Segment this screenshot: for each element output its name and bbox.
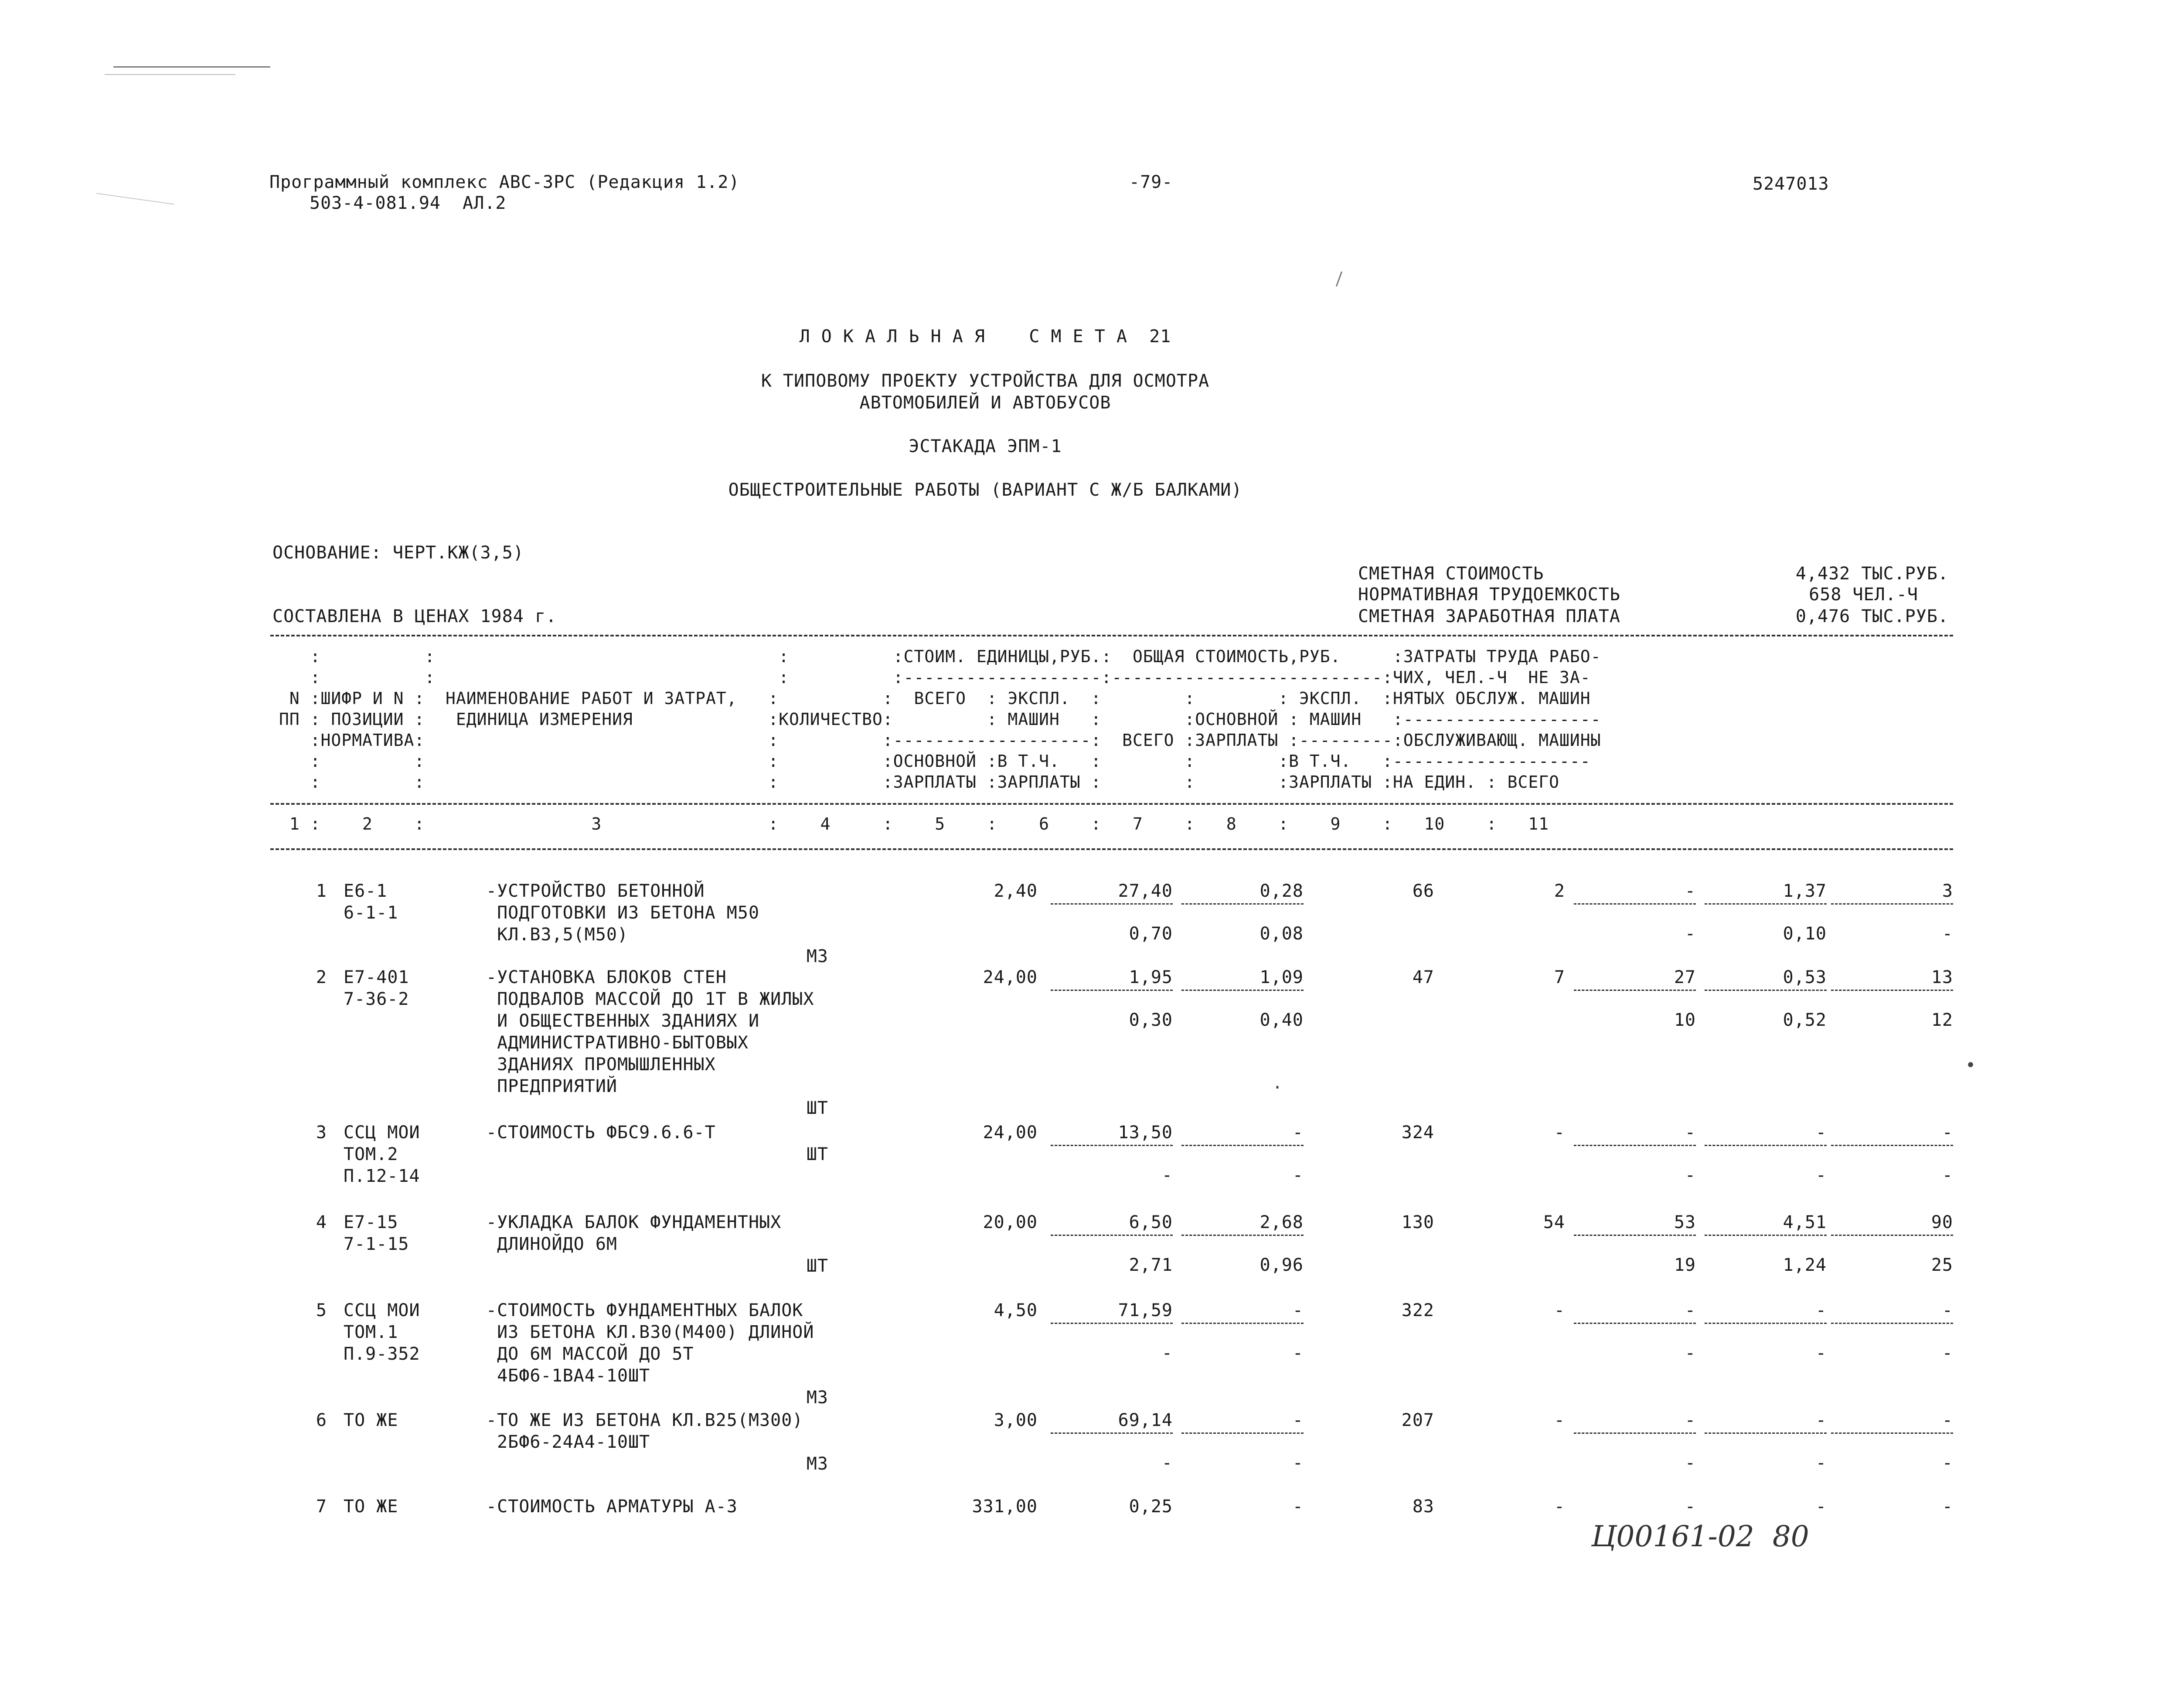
row-separator (1574, 903, 1696, 905)
row-c6: 0,28 (1259, 881, 1304, 901)
row-code: ТОМ.2 (344, 1144, 398, 1164)
works-title: ОБЩЕСТРОИТЕЛЬНЫЕ РАБОТЫ (ВАРИАНТ С Ж/Б БАЛКАМИ) (728, 480, 1242, 500)
row-c8: - (1554, 1300, 1565, 1320)
row-c10: - (1815, 1497, 1827, 1517)
row-c6: 1,09 (1259, 967, 1304, 987)
row-c7: 207 (1401, 1410, 1434, 1430)
row-c5b: 0,70 (1129, 924, 1173, 944)
row-separator (1051, 990, 1173, 991)
row-qty: 331,00 (972, 1497, 1038, 1517)
row-c5b: - (1161, 1343, 1173, 1363)
row-code: ТОМ.1 (344, 1322, 398, 1342)
row-c11: 3 (1942, 881, 1953, 901)
row-c8: - (1554, 1123, 1565, 1143)
summary-cost-label: СМЕТНАЯ СТОИМОСТЬ (1358, 564, 1544, 584)
object-title: ЭСТАКАДА ЭПМ-1 (909, 436, 1062, 456)
row-c11b: 25 (1931, 1255, 1953, 1275)
row-c5b: - (1161, 1453, 1173, 1473)
row-separator (1051, 903, 1173, 905)
row-name: ПОДВАЛОВ МАССОЙ ДО 1Т В ЖИЛЫХ (486, 989, 814, 1009)
row-c5: 71,59 (1118, 1300, 1173, 1320)
row-c7: 66 (1412, 881, 1434, 901)
row-name: ЗДАНИЯХ ПРОМЫШЛЕННЫХ (486, 1055, 716, 1075)
row-c5b: 0,30 (1129, 1010, 1173, 1030)
row-code: Е7-15 (344, 1212, 398, 1232)
row-c11: 13 (1931, 967, 1953, 987)
row-separator (1181, 1432, 1304, 1434)
row-unit: ШТ (806, 1098, 828, 1118)
row-c9: - (1685, 1123, 1696, 1143)
row-c6: 2,68 (1259, 1212, 1304, 1232)
row-qty: 2,40 (994, 881, 1038, 901)
row-code: П.12-14 (344, 1166, 420, 1186)
row-separator (1705, 1235, 1827, 1236)
row-c10b: - (1815, 1453, 1827, 1473)
row-c7: 83 (1412, 1497, 1434, 1517)
row-c6: - (1292, 1410, 1304, 1430)
prices-text: СОСТАВЛЕНА В ЦЕНАХ 1984 г. (272, 606, 557, 626)
scan-smudge-2 (96, 193, 174, 204)
row-code: 7-36-2 (344, 989, 409, 1009)
header-line-4: ПП : ПОЗИЦИИ : ЕДИНИЦА ИЗМЕРЕНИЯ :КОЛИЧЕСТВО: : МАШИН : :ОСНОВНОЙ : МАШИН :------------------- (279, 710, 1601, 729)
row-separator (1051, 1145, 1173, 1146)
row-name: -ТО ЖЕ ИЗ БЕТОНА КЛ.В25(М300) (486, 1410, 803, 1430)
row-c9b: 19 (1674, 1255, 1696, 1275)
row-separator (1831, 1323, 1953, 1324)
row-separator (1831, 990, 1953, 991)
document-number: 5247013 (1753, 174, 1829, 194)
header-bottom-rule (270, 803, 1953, 805)
row-c9: - (1685, 1410, 1696, 1430)
row-separator (1574, 990, 1696, 991)
row-c10b: 0,10 (1783, 924, 1827, 944)
summary-labor-label: НОРМАТИВНАЯ ТРУДОЕМКОСТЬ (1358, 585, 1620, 605)
row-separator (1181, 1145, 1304, 1146)
row-code: 7-1-15 (344, 1234, 409, 1254)
stray-dot: • (1965, 1055, 1976, 1075)
row-name: -СТОИМОСТЬ ФБС9.6.6-Т (486, 1123, 716, 1143)
stray-dot-2: . (1272, 1073, 1283, 1093)
row-qty: 3,00 (994, 1410, 1038, 1430)
handwritten-note: Ц00161-02 80 (1591, 1520, 1809, 1553)
row-c10: 0,53 (1783, 967, 1827, 987)
row-separator (1181, 1235, 1304, 1236)
row-c11b: - (1942, 924, 1953, 944)
row-separator (1705, 1323, 1827, 1324)
row-code: 6-1-1 (344, 903, 398, 923)
row-c8: 7 (1554, 967, 1565, 987)
row-number: 3 (316, 1123, 327, 1143)
scan-smudge (105, 74, 235, 75)
row-c11: - (1942, 1123, 1953, 1143)
row-separator (1831, 1235, 1953, 1236)
row-unit: М3 (806, 1388, 828, 1408)
row-name: АДМИНИСТРАТИВНО-БЫТОВЫХ (486, 1033, 749, 1053)
row-c9b: 10 (1674, 1010, 1696, 1030)
row-separator (1705, 1432, 1827, 1434)
row-c9: 27 (1674, 967, 1696, 987)
row-separator (1574, 1235, 1696, 1236)
scan-line-top (113, 66, 270, 68)
table-top-rule (270, 635, 1953, 636)
row-separator (1181, 990, 1304, 991)
row-c9: - (1685, 1300, 1696, 1320)
row-c7: 324 (1401, 1123, 1434, 1143)
row-c6: - (1292, 1300, 1304, 1320)
row-c10: 1,37 (1783, 881, 1827, 901)
row-c9: - (1685, 1497, 1696, 1517)
row-separator (1051, 1323, 1173, 1324)
row-name: 4БФ6-1ВА4-10ШТ (486, 1366, 650, 1386)
row-code: Е7-401 (344, 967, 409, 987)
row-c6b: - (1292, 1165, 1304, 1185)
row-number: 7 (316, 1497, 327, 1517)
row-c8: 54 (1543, 1212, 1565, 1232)
summary-wage-label: СМЕТНАЯ ЗАРАБОТНАЯ ПЛАТА (1358, 606, 1620, 626)
row-c7: 322 (1401, 1300, 1434, 1320)
row-c10: - (1815, 1300, 1827, 1320)
row-c5: 27,40 (1118, 881, 1173, 901)
row-c9: - (1685, 881, 1696, 901)
row-separator (1574, 1145, 1696, 1146)
summary-wage-value: 0,476 ТЫС.РУБ. (1795, 606, 1949, 626)
row-separator (1831, 903, 1953, 905)
column-numbers: 1 : 2 : 3 : 4 : 5 : 6 : 7 : 8 : 9 : 10 : 11 (279, 814, 1549, 834)
row-name: ИЗ БЕТОНА КЛ.В30(М400) ДЛИНОЙ (486, 1322, 814, 1342)
estimate-title: Л О К А Л Ь Н А Я С М Е Т А 21 (799, 327, 1171, 347)
header-line-5: :НОРМАТИВА: : :-------------------: ВСЕГО :ЗАРПЛАТЫ :---------:ОБСЛУЖИВАЮЩ. МАШИНЫ (279, 731, 1601, 750)
row-c5: 0,25 (1129, 1497, 1173, 1517)
row-separator (1705, 903, 1827, 905)
row-unit: М3 (806, 1454, 828, 1474)
project-title-line2: АВТОМОБИЛЕЙ И АВТОБУСОВ (859, 393, 1111, 413)
row-qty: 24,00 (983, 1123, 1038, 1143)
row-c9b: - (1685, 924, 1696, 944)
header-line-7: : : : :ЗАРПЛАТЫ :ЗАРПЛАТЫ : : :ЗАРПЛАТЫ :НА ЕДИН. : ВСЕГО (279, 772, 1559, 792)
row-name: -УКЛАДКА БАЛОК ФУНДАМЕНТНЫХ (486, 1212, 782, 1232)
row-c6: - (1292, 1497, 1304, 1517)
row-separator (1051, 1235, 1173, 1236)
row-number: 4 (316, 1212, 327, 1232)
row-c5b: 2,71 (1129, 1255, 1173, 1275)
header-line-2: : : : :-------------------:--------------------------:ЧИХ, ЧЕЛ.-Ч НЕ ЗА- (279, 668, 1591, 687)
row-c6b: - (1292, 1453, 1304, 1473)
row-c11b: - (1942, 1165, 1953, 1185)
row-c7: 130 (1401, 1212, 1434, 1232)
row-c10: - (1815, 1123, 1827, 1143)
basis-text: ОСНОВАНИЕ: ЧЕРТ.КЖ(3,5) (272, 543, 524, 563)
row-separator (1181, 903, 1304, 905)
row-c9b: - (1685, 1165, 1696, 1185)
row-c11b: - (1942, 1453, 1953, 1473)
row-c10b: - (1815, 1165, 1827, 1185)
row-c8: - (1554, 1497, 1565, 1517)
row-name: ПРЕДПРИЯТИЙ (486, 1076, 617, 1096)
row-number: 1 (316, 881, 327, 901)
row-c9b: - (1685, 1343, 1696, 1363)
row-c11b: - (1942, 1343, 1953, 1363)
row-name: ДЛИНОЙДО 6М (486, 1234, 617, 1254)
row-c11: - (1942, 1410, 1953, 1430)
row-c6b: 0,08 (1259, 924, 1304, 944)
project-code: 503-4-081.94 АЛ.2 (310, 193, 507, 213)
row-code: ССЦ МОИ (344, 1123, 420, 1143)
row-code: П.9-352 (344, 1344, 420, 1364)
row-c11: - (1942, 1497, 1953, 1517)
row-c5b: - (1161, 1165, 1173, 1185)
row-separator (1831, 1432, 1953, 1434)
row-code: ТО ЖЕ (344, 1497, 398, 1517)
row-c6b: 0,96 (1259, 1255, 1304, 1275)
row-c5: 6,50 (1129, 1212, 1173, 1232)
row-separator (1705, 1145, 1827, 1146)
row-qty: 20,00 (983, 1212, 1038, 1232)
summary-cost-value: 4,432 ТЫС.РУБ. (1795, 564, 1949, 584)
project-title-line1: К ТИПОВОМУ ПРОЕКТУ УСТРОЙСТВА ДЛЯ ОСМОТРА (761, 371, 1210, 391)
row-c6: - (1292, 1123, 1304, 1143)
row-qty: 4,50 (994, 1300, 1038, 1320)
page-number: -79- (1129, 172, 1173, 192)
row-unit: М3 (806, 946, 828, 966)
row-c11: - (1942, 1300, 1953, 1320)
row-c7: 47 (1412, 967, 1434, 987)
row-c11: 90 (1931, 1212, 1953, 1232)
row-name: ПОДГОТОВКИ ИЗ БЕТОНА М50 (486, 903, 760, 923)
row-c9b: - (1685, 1453, 1696, 1473)
row-name: -СТОИМОСТЬ АРМАТУРЫ А-3 (486, 1497, 738, 1517)
column-numbers-rule (270, 848, 1953, 850)
row-name: -УСТРОЙСТВО БЕТОННОЙ (486, 881, 705, 901)
row-c6b: - (1292, 1343, 1304, 1363)
row-name: И ОБЩЕСТВЕННЫХ ЗДАНИЯХ И (486, 1011, 760, 1031)
row-qty: 24,00 (983, 967, 1038, 987)
row-number: 2 (316, 967, 327, 987)
row-separator (1831, 1145, 1953, 1146)
row-c10b: 1,24 (1783, 1255, 1827, 1275)
header-line-6: : : : :ОСНОВНОЙ :В Т.Ч. : : :В Т.Ч. :------------------- (279, 752, 1591, 771)
row-c5: 13,50 (1118, 1123, 1173, 1143)
row-c10b: - (1815, 1343, 1827, 1363)
row-separator (1574, 1432, 1696, 1434)
row-separator (1574, 1323, 1696, 1324)
row-name: -СТОИМОСТЬ ФУНДАМЕНТНЫХ БАЛОК (486, 1300, 803, 1320)
row-name: КЛ.В3,5(М50) (486, 925, 629, 945)
row-c10: - (1815, 1410, 1827, 1430)
program-title: Программный комплекс АВС-3РС (Редакция 1.2) (269, 172, 740, 192)
row-code: Е6-1 (344, 881, 388, 901)
header-line-3: N :ШИФР И N : НАИМЕНОВАНИЕ РАБОТ И ЗАТРАТ, : : ВСЕГО : ЭКСПЛ. : : : ЭКСПЛ. :НЯТЫХ ОБСЛУЖ. МАШИН (279, 689, 1591, 708)
row-separator (1705, 990, 1827, 991)
row-c8: - (1554, 1410, 1565, 1430)
header-line-1: : : : :СТОИМ. ЕДИНИЦЫ,РУБ.: ОБЩАЯ СТОИМОСТЬ,РУБ. :ЗАТРАТЫ ТРУДА РАБО- (279, 647, 1601, 666)
row-name: 2БФ6-24А4-10ШТ (486, 1432, 650, 1452)
row-name: ДО 6М МАССОЙ ДО 5Т (486, 1344, 694, 1364)
row-name: -УСТАНОВКА БЛОКОВ СТЕН (486, 967, 727, 987)
row-code: ССЦ МОИ (344, 1300, 420, 1320)
row-separator (1181, 1323, 1304, 1324)
row-c8: 2 (1554, 881, 1565, 901)
row-c5: 1,95 (1129, 967, 1173, 987)
summary-labor-value: 658 ЧЕЛ.-Ч (1809, 585, 1918, 605)
row-separator (1051, 1432, 1173, 1434)
row-c6b: 0,40 (1259, 1010, 1304, 1030)
row-c10: 4,51 (1783, 1212, 1827, 1232)
row-number: 5 (316, 1300, 327, 1320)
row-c11b: 12 (1931, 1010, 1953, 1030)
row-unit: ШТ (806, 1256, 828, 1276)
row-unit: ШТ (806, 1144, 828, 1164)
row-c5: 69,14 (1118, 1410, 1173, 1430)
row-c9: 53 (1674, 1212, 1696, 1232)
row-c10b: 0,52 (1783, 1010, 1827, 1030)
row-code: ТО ЖЕ (344, 1410, 398, 1430)
scan-mark-slash (1336, 272, 1342, 287)
row-number: 6 (316, 1410, 327, 1430)
